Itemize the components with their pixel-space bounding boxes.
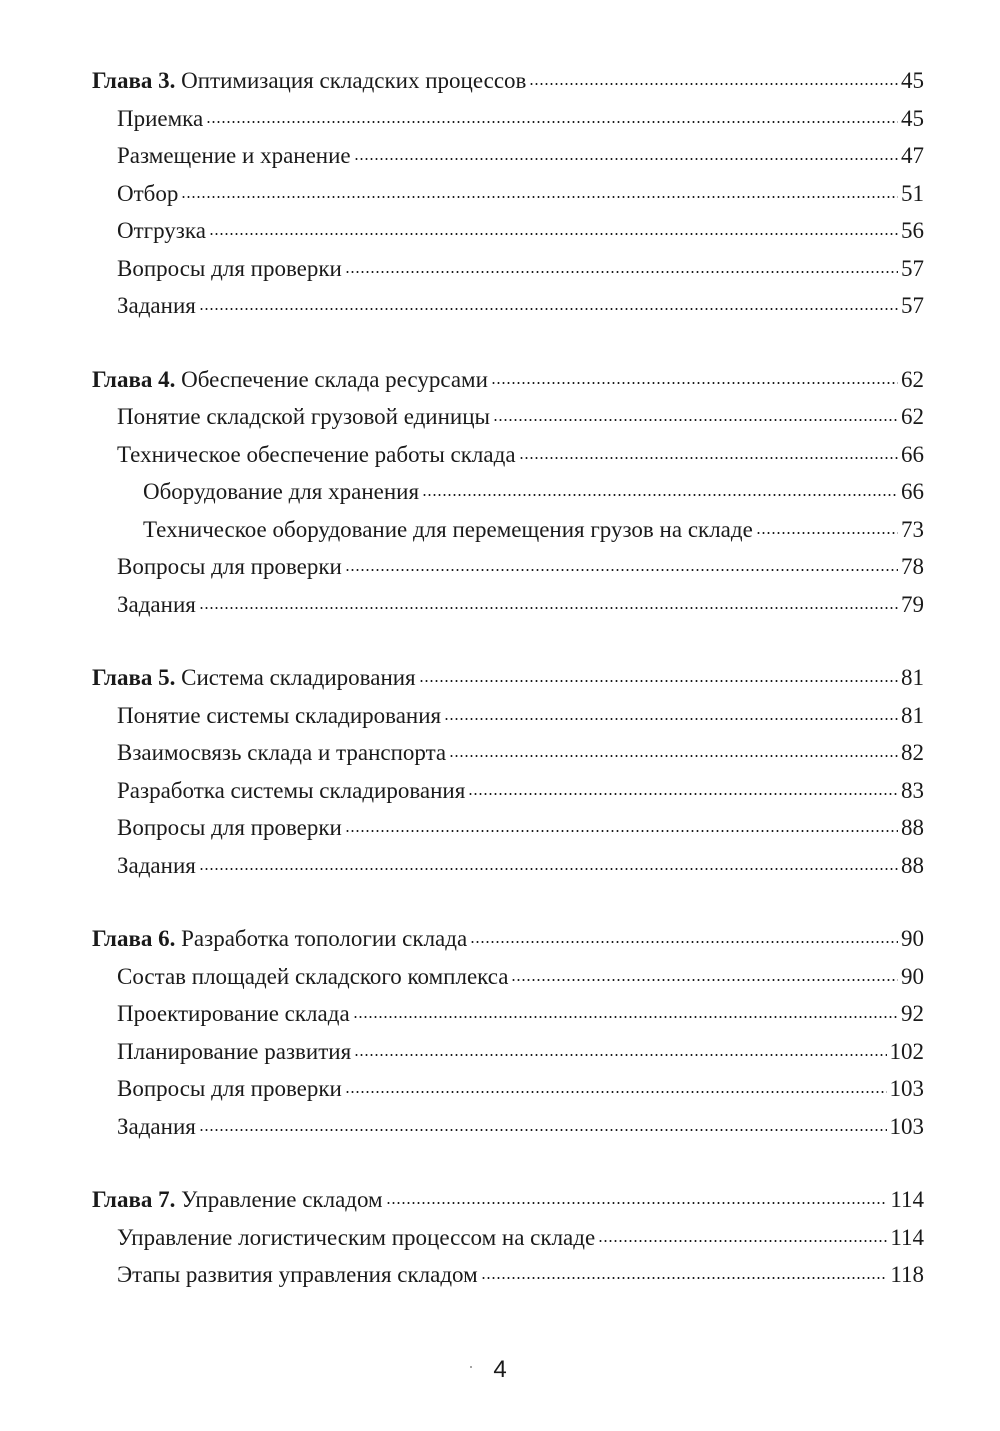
page-ref: 82	[901, 740, 924, 765]
page-ref: 92	[901, 1001, 924, 1026]
page-ref: 47	[901, 143, 924, 168]
chapter-title: Система складирования	[181, 665, 416, 690]
dot-leader	[470, 941, 898, 943]
entry-title: Оборудование для хранения	[143, 479, 420, 504]
page-ref: 73	[901, 516, 924, 542]
page-ref: 45	[901, 105, 924, 131]
entry-title: Отгрузка	[117, 218, 206, 243]
table-of-contents	[92, 62, 924, 1294]
chapter-block	[92, 1181, 924, 1294]
toc-section[interactable]	[92, 1070, 924, 1108]
entry-title: Этапы развития управления складом	[117, 1262, 478, 1287]
toc-section[interactable]	[92, 548, 924, 586]
chapter-label	[92, 62, 526, 100]
page-ref: 81	[901, 665, 924, 690]
page-ref: 79	[901, 591, 924, 617]
page-ref: 66	[901, 441, 924, 467]
toc-section[interactable]	[92, 995, 924, 1033]
entry-title: Понятие складской грузовой единицы	[117, 404, 490, 429]
page-ref: 103	[889, 1076, 924, 1101]
toc-section[interactable]	[92, 734, 924, 772]
page-ref: 118	[890, 1262, 924, 1287]
dot-leader	[756, 532, 898, 534]
toc-section[interactable]	[92, 586, 924, 624]
toc-section[interactable]	[92, 772, 924, 810]
entry-title: Техническое оборудование для перемещения грузов на складе	[143, 516, 753, 542]
toc-section[interactable]	[92, 436, 924, 474]
toc-section[interactable]	[92, 398, 924, 436]
toc-section[interactable]	[92, 1033, 924, 1071]
entry-title: Взаимосвязь склада и транспорта	[117, 740, 447, 765]
dot-leader	[511, 979, 898, 981]
dot-leader	[354, 158, 898, 160]
dot-leader	[353, 1016, 898, 1018]
chapter-label	[92, 361, 488, 399]
toc-section[interactable]	[92, 697, 924, 735]
toc-section[interactable]	[92, 809, 924, 847]
dot-leader	[199, 308, 898, 310]
toc-subsection[interactable]	[92, 473, 924, 511]
page-ref: 57	[901, 255, 924, 281]
page-ref: 114	[890, 1187, 924, 1212]
chapter-heading[interactable]	[92, 659, 924, 697]
dot-leader	[345, 569, 898, 571]
page-ref: 90	[901, 963, 924, 989]
dot-leader	[209, 233, 898, 235]
chapter-prefix: Глава 3.	[92, 68, 176, 93]
entry-title: Разработка системы складирования	[117, 777, 466, 803]
page-ref: 66	[901, 479, 924, 504]
toc-section[interactable]	[92, 212, 924, 250]
page-ref: 81	[901, 702, 924, 728]
toc-section[interactable]	[92, 1256, 924, 1294]
page-ref: 88	[901, 852, 924, 878]
entry-title: Состав площадей складского комплекса	[117, 963, 509, 989]
entry-title: Задания	[117, 591, 196, 617]
toc-section[interactable]	[92, 1108, 924, 1146]
chapter-prefix: Глава 4.	[92, 366, 176, 392]
entry-title: Задания	[117, 852, 196, 878]
dot-leader	[345, 1091, 887, 1093]
entry-title: Задания	[117, 1113, 196, 1139]
dot-leader	[468, 793, 898, 795]
chapter-prefix: Глава 6.	[92, 926, 176, 951]
dot-leader	[354, 1054, 886, 1056]
chapter-prefix: Глава 7.	[92, 1187, 176, 1212]
dot-leader	[419, 680, 898, 682]
dot-leader	[493, 419, 898, 421]
page-number: 4	[493, 1356, 507, 1383]
chapter-heading[interactable]	[92, 62, 924, 100]
entry-title: Отбор	[117, 180, 179, 206]
dot-leader	[491, 382, 898, 384]
entry-title: Размещение и хранение	[117, 143, 351, 168]
page-ref: 103	[889, 1113, 924, 1139]
entry-title: Управление логистическим процессом на складе	[117, 1224, 596, 1250]
toc-section[interactable]	[92, 137, 924, 175]
page-ref: 62	[901, 366, 924, 392]
chapter-title: Разработка топологии склада	[181, 926, 468, 951]
dot-leader	[199, 607, 898, 609]
dot-leader	[598, 1240, 887, 1242]
page-ref: 102	[889, 1038, 924, 1064]
entry-title: Проектирование склада	[117, 1001, 350, 1026]
dot-leader	[449, 755, 898, 757]
page-ref: 114	[890, 1224, 924, 1250]
dot-leader	[422, 494, 898, 496]
chapter-title: Управление складом	[181, 1187, 383, 1212]
chapter-title: Обеспечение склада ресурсами	[181, 366, 488, 392]
dot-leader	[345, 271, 898, 273]
toc-section[interactable]	[92, 250, 924, 288]
entry-title: Понятие системы складирования	[117, 702, 442, 728]
page-ref: 51	[901, 180, 924, 206]
dot-leader	[386, 1202, 888, 1204]
chapter-heading[interactable]	[92, 1181, 924, 1219]
dot-leader	[199, 868, 898, 870]
page-ref: 88	[901, 815, 924, 840]
chapter-title: Оптимизация складских процессов	[181, 68, 527, 93]
page-ref: 62	[901, 404, 924, 429]
toc-section[interactable]	[92, 847, 924, 885]
chapter-label	[92, 1181, 383, 1219]
chapter-label	[92, 920, 467, 958]
dot-leader	[181, 196, 898, 198]
dot-leader	[345, 830, 898, 832]
dot-leader	[199, 1129, 887, 1131]
entry-title: Планирование развития	[117, 1038, 352, 1064]
dot-leader	[519, 457, 898, 459]
toc-section[interactable]	[92, 100, 924, 138]
page-ref: 56	[901, 218, 924, 243]
toc-section[interactable]	[92, 287, 924, 325]
entry-title: Задания	[117, 293, 196, 318]
toc-section[interactable]	[92, 958, 924, 996]
dot-leader	[481, 1277, 888, 1279]
chapter-label	[92, 659, 416, 697]
chapter-block	[92, 920, 924, 1145]
page-ref: 90	[901, 926, 924, 951]
toc-subsection[interactable]	[92, 511, 924, 549]
page-ref: 45	[901, 68, 924, 93]
dot-leader	[444, 718, 898, 720]
chapter-heading[interactable]	[92, 920, 924, 958]
dot-leader	[206, 121, 898, 123]
page-ref: 78	[901, 554, 924, 579]
chapter-block	[92, 361, 924, 624]
chapter-block	[92, 62, 924, 325]
toc-section[interactable]	[92, 1219, 924, 1257]
entry-title: Вопросы для проверки	[117, 1076, 342, 1101]
toc-section[interactable]	[92, 175, 924, 213]
entry-title: Приемка	[117, 105, 204, 131]
page-ref: 57	[901, 293, 924, 318]
chapter-prefix: Глава 5.	[92, 665, 176, 690]
entry-title: Вопросы для проверки	[117, 554, 342, 579]
page-ref: 83	[901, 777, 924, 803]
chapter-heading[interactable]	[92, 361, 924, 399]
chapter-block	[92, 659, 924, 884]
entry-title: Вопросы для проверки	[117, 255, 342, 281]
dot-leader	[529, 83, 898, 85]
entry-title: Техническое обеспечение работы склада	[117, 441, 516, 467]
entry-title: Вопросы для проверки	[117, 815, 342, 840]
